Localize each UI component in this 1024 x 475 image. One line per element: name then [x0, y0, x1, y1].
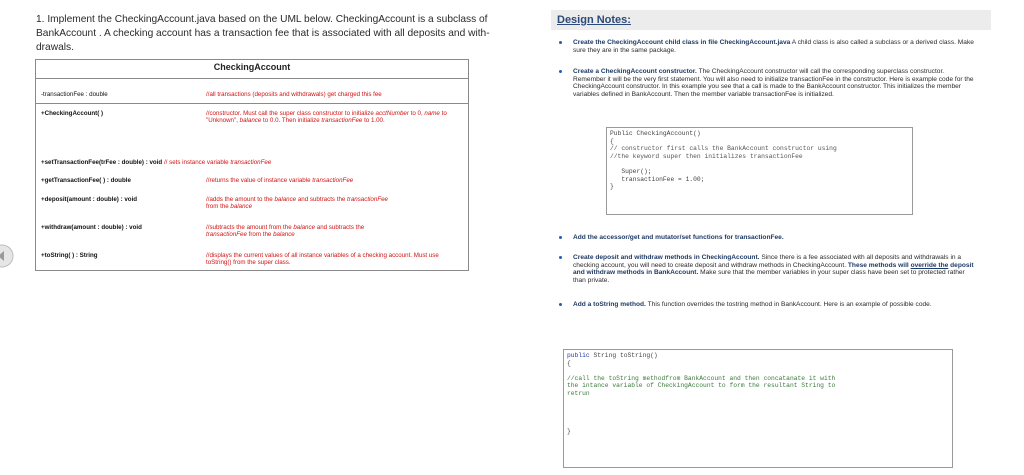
- constructor-code-sample: Public CheckingAccount() { // constructor first calls the BankAccount constructor using //the keyword super then initializes transactionFee Super(); transactionFee = 1.00; }: [606, 127, 913, 215]
- note-accessor-mutator: Add the accessor/get and mutator/set functions for transactionFee.: [573, 234, 978, 242]
- note-create-constructor: Create a CheckingAccount constructor. The CheckingAccount constructor will call the corresponding superclass constructor. Remember it will be the very first statement. You will also need to initialize transactionFee in the constructor. Here is example code for the CheckingAccount constructor. In this example you see that a call is made to the BankAccount constructor. This initializes the member variables defined in BankAccount. Then the member variable transactionFee is initialized.: [573, 68, 978, 98]
- design-notes-panel: [551, 10, 991, 435]
- uml-divider: [36, 103, 468, 104]
- task-instructions: 1. Implement the CheckingAccount.java based on the UML below. CheckingAccount is a subclass of BankAccount . A checking account has a transaction fee that is associated with all deposits and with-drawals.: [36, 14, 490, 53]
- tostring-code-sample: public String toString() { //call the toString methodfrom BankAccount and then concatanate it with the intance variable of CheckingAccount to form the resultant String to retrun }: [563, 349, 953, 468]
- uml-comment: //all transactions (deposits and withdrawals) get charged this fee: [206, 91, 382, 98]
- uml-method: +setTransactionFee(trFee : double) : void: [41, 159, 163, 166]
- uml-comment: //displays the current values of all instance variables of a checking account. Must use toString() from the super class.: [206, 252, 439, 267]
- bullet-icon: [559, 256, 562, 259]
- uml-field: -transactionFee : double: [41, 91, 108, 98]
- uml-comment: //returns the value of instance variable transactionFee: [206, 177, 354, 184]
- bullet-icon: [559, 41, 562, 44]
- uml-comment: //constructor. Must call the super class constructor to initialize acctNumber to 0, name to "Unknown", balance to 0.0. Then initialize transactionFee to 1.00.: [206, 110, 447, 125]
- uml-method: +CheckingAccount( ): [41, 110, 104, 117]
- uml-class-diagram: [35, 59, 469, 271]
- previous-page-arrow-icon[interactable]: [0, 244, 16, 268]
- uml-method: +getTransactionFee( ) : double: [41, 177, 131, 184]
- bullet-icon: [559, 70, 562, 73]
- bullet-icon: [559, 303, 562, 306]
- uml-class-name: CheckingAccount: [36, 60, 468, 79]
- uml-comment: //subtracts the amount from the balance and subtracts the transactionFee from the balance: [206, 224, 365, 239]
- design-notes-title: Design Notes:: [551, 10, 991, 30]
- bullet-icon: [559, 236, 562, 239]
- note-tostring: Add a toString method. This function overrides the tostring method in BankAccount. Here is an example of possible code.: [573, 301, 978, 309]
- uml-method: +toString( ) : String: [41, 252, 98, 259]
- note-create-child-class: Create the CheckingAccount child class in file CheckingAccount.java A child class is also called a subclass or a derived class. Make sure they are in the same package.: [573, 39, 978, 54]
- uml-method: +withdraw(amount : double) : void: [41, 224, 142, 231]
- note-deposit-withdraw: Create deposit and withdraw methods in CheckingAccount. Since there is a fee associated with all deposits and withdrawals in a checking account, you will need to create deposit and withdraw methods in CheckingAccount. These methods will override the deposit and withdraw methods in BankAccount. Make sure that the member variables in your super class have been set to protected rather than private.: [573, 254, 978, 284]
- uml-comment: //adds the amount to the balance and subtracts the transactionFee from the balance: [206, 196, 388, 211]
- uml-method: +deposit(amount : double) : void: [41, 196, 138, 203]
- uml-comment: // sets instance variable transactionFee: [163, 159, 272, 166]
